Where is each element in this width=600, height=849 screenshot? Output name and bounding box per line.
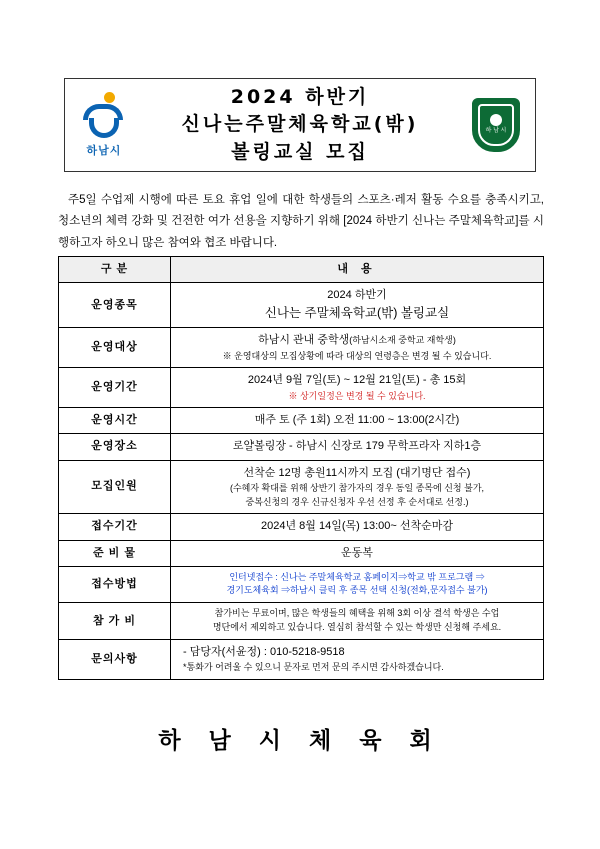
row-line-suffix: (하남시소재 중학교 재학생)	[349, 335, 456, 346]
row-line: 로얄볼링장 - 하남시 신장로 179 무학프라자 지하1층	[232, 440, 482, 453]
table-header-content: 내 용	[171, 257, 544, 283]
row-label: 운영장소	[59, 434, 171, 460]
row-content	[171, 640, 544, 680]
row-content	[171, 328, 544, 368]
row-content	[171, 540, 544, 566]
row-label: 운영기간	[59, 368, 171, 408]
row-line: ※ 운영대상의 모집상황에 따라 대상의 연령층은 변경 될 수 있습니다.	[222, 350, 492, 361]
row-line: 인터넷접수 : 신나는 주말체육학교 홈페이지⇒학교 밖 프로그램 ⇒	[229, 571, 485, 582]
row-line: *통화가 어려울 수 있으니 문자로 먼저 문의 주시면 감사하겠습니다.	[183, 662, 444, 673]
intro-text: 주5일 수업제 시행에 따른 토요 휴업 일에 대한 학생들의 스포츠·레저 활동 수요를 충족시키고, 청소년의 체력 강화 및 건전한 여가 선용을 지향하기 위해 [2024 하반기 신나는 주말체육학교]를 시행하고자 하오니 많은 참여와 협조 바랍니다.	[58, 194, 544, 249]
row-line: - 담당자(서윤정) : 010-5218-9518	[183, 646, 345, 659]
title-line-1: 2024 하반기	[230, 85, 370, 108]
row-content	[171, 460, 544, 514]
row-line-main: 하남시 관내 중학생	[258, 334, 350, 347]
row-label: 준 비 물	[59, 540, 171, 566]
row-line: 매주 토 (주 1회) 오전 11:00 ~ 13:00(2시간)	[254, 414, 460, 427]
row-content	[171, 566, 544, 603]
table-row	[59, 603, 544, 640]
row-line: (수혜자 확대를 위해 상반기 참가자의 경우 동일 종목에 신청 불가,	[229, 482, 485, 493]
table-row	[59, 283, 544, 328]
table-row	[59, 514, 544, 540]
row-content	[171, 514, 544, 540]
row-line: 참가비는 무료이며, 많은 학생들의 혜택을 위해 3회 이상 결석 학생은 수업	[214, 608, 500, 619]
table-row	[59, 328, 544, 368]
row-line: 경기도체육회 ⇒하남시 클릭 후 종목 선택 신청(전화,문자접수 불가)	[226, 585, 488, 596]
row-line: 중복신청의 경우 신규신청자 우선 선정 후 순서대로 선정.)	[245, 496, 469, 507]
row-line	[174, 332, 540, 349]
row-label: 접수방법	[59, 566, 171, 603]
hanam-city-logo	[65, 79, 143, 171]
row-line: ※ 상기일정은 변경 될 수 있습니다.	[288, 390, 426, 401]
row-label: 운영시간	[59, 408, 171, 434]
table-row	[59, 368, 544, 408]
title-line-2: 신나는주말체육학교(밖)	[181, 113, 419, 136]
hanam-city-logo-label: 하남시	[86, 145, 122, 157]
row-label: 운영대상	[59, 328, 171, 368]
emblem-label: 하 남 시	[485, 128, 507, 135]
table-row	[59, 460, 544, 514]
table-body	[59, 257, 544, 680]
title-line-3: 볼링교실 모집	[231, 140, 369, 163]
row-content	[171, 434, 544, 460]
row-line: 선착순 12명 총원11시까지 모집 (대기명단 접수)	[243, 466, 471, 479]
page-title	[143, 84, 457, 167]
table-row	[59, 408, 544, 434]
row-label: 모집인원	[59, 460, 171, 514]
row-content	[171, 408, 544, 434]
row-content	[171, 283, 544, 328]
table-header-category: 구 분	[59, 257, 171, 283]
row-line: 신나는 주말체육학교(밖) 볼링교실	[264, 306, 450, 321]
row-label: 운영종목	[59, 283, 171, 328]
row-line: 2024년 9월 7일(토) ~ 12월 21일(토) - 총 15회	[247, 374, 467, 387]
row-line: 운동복	[341, 546, 373, 559]
intro-paragraph	[58, 190, 544, 254]
table-row	[59, 540, 544, 566]
program-details-table	[58, 256, 544, 680]
hanam-city-logo-icon	[81, 92, 127, 140]
row-label: 참 가 비	[59, 603, 171, 640]
row-label: 접수기간	[59, 514, 171, 540]
row-line: 2024년 8월 14일(목) 13:00~ 선착순마감	[261, 520, 453, 533]
hanam-sports-council-emblem	[457, 79, 535, 171]
table-header-row	[59, 257, 544, 283]
table-row	[59, 566, 544, 603]
row-content	[171, 603, 544, 640]
organization-footer: 하 남 시 체 육 회	[158, 728, 442, 754]
table-row	[59, 434, 544, 460]
table-row	[59, 640, 544, 680]
row-content	[171, 368, 544, 408]
row-line: 명단에서 제외하고 있습니다. 열심히 참석할 수 있는 학생만 신청해 주세요.	[212, 622, 502, 633]
sports-council-emblem-icon	[472, 98, 520, 152]
row-line: 2024 하반기	[327, 289, 387, 302]
document-header	[64, 78, 536, 172]
row-label: 문의사항	[59, 640, 171, 680]
